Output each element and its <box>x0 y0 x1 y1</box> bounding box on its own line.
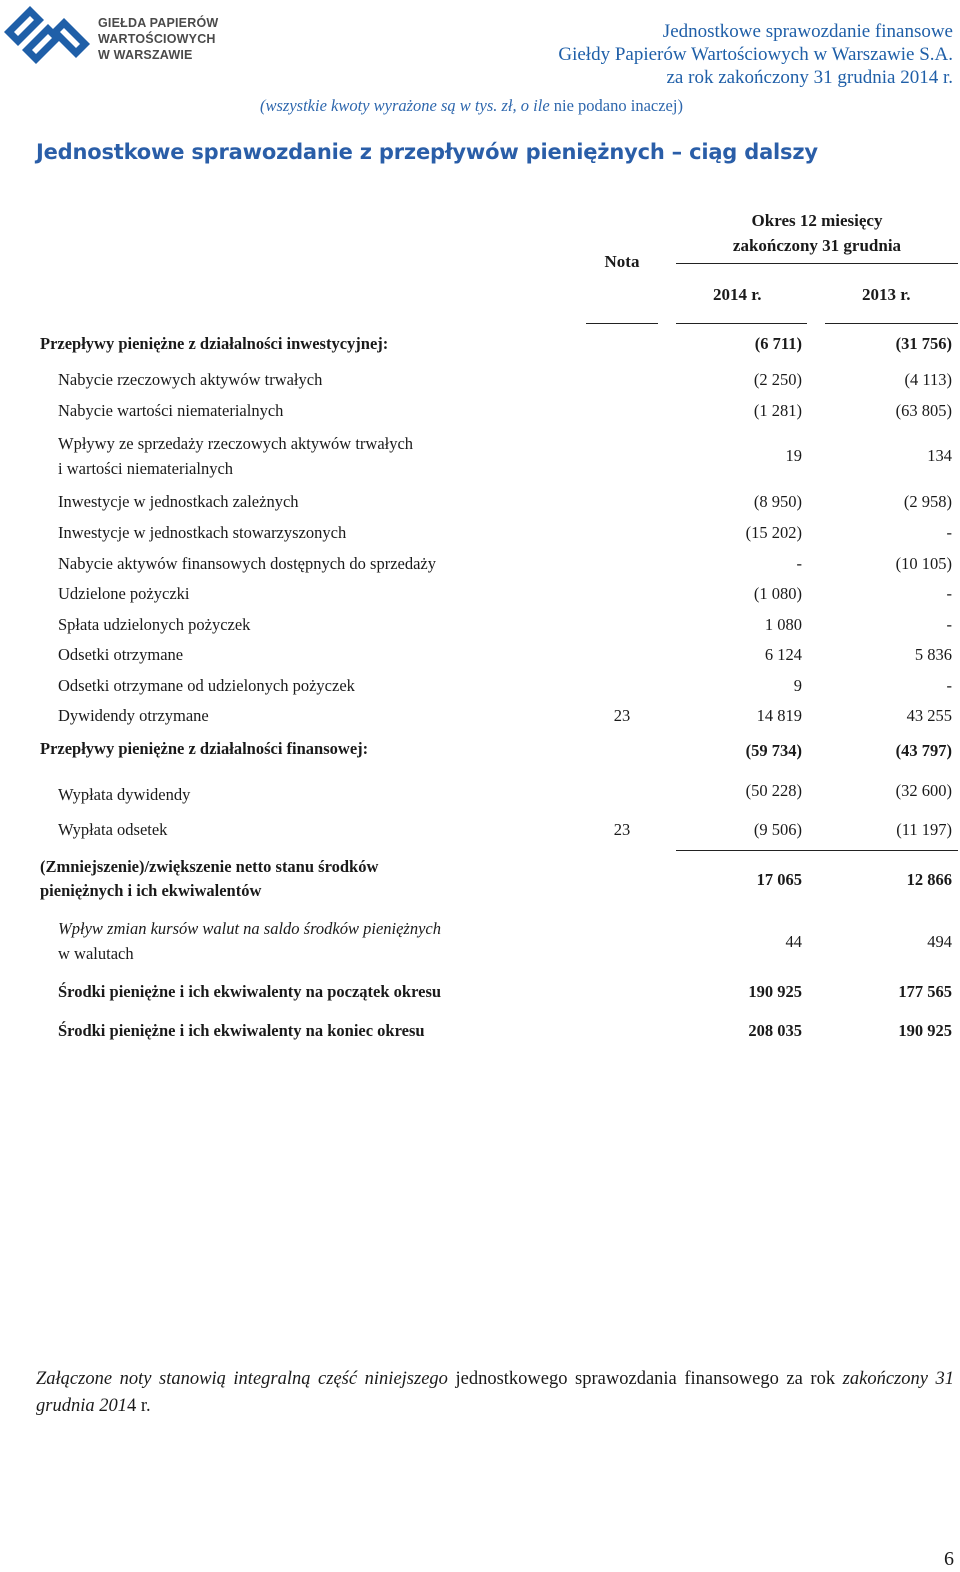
row-label: Nabycie rzeczowych aktywów trwałych <box>58 370 323 389</box>
value-2013: (32 600) <box>895 781 952 800</box>
value-2013: 177 565 <box>898 982 952 1001</box>
nota-column-header: Nota <box>604 252 640 271</box>
section-title: Jednostkowe sprawozdanie z przepływów pieniężnych – ciąg dalszy <box>36 140 818 164</box>
logo-line-2: WARTOŚCIOWYCH <box>98 32 216 46</box>
row-label: Wypłata odsetek <box>58 820 168 839</box>
value-2014: 44 <box>785 932 802 951</box>
footer-note-plain: jednostkowego sprawozdania finansowego za rok <box>447 1369 836 1389</box>
doc-title-line-2: Giełdy Papierów Wartościowych w Warszawie S.A. <box>558 44 953 65</box>
value-2014: 19 <box>785 446 802 465</box>
year-2014-rule <box>676 323 807 324</box>
amounts-note-plain: nie podano inaczej) <box>549 96 683 115</box>
period-header-line-2: zakończony 31 grudnia <box>732 236 902 255</box>
period-header-rule <box>676 263 958 264</box>
value-2013: (4 113) <box>904 370 952 389</box>
row-label-line-2: w walutach <box>58 944 134 963</box>
footer-note-italic: Załączone noty stanowią integralną część niniejszego <box>36 1369 448 1389</box>
row-label: Odsetki otrzymane od udzielonych pożyczek <box>58 676 355 695</box>
value-2013: 5 836 <box>914 645 952 664</box>
row-label: (Zmniejszenie)/zwiększenie netto stanu środków <box>40 857 379 876</box>
value-2014: 1 080 <box>764 615 802 634</box>
value-2013: (43 797) <box>895 741 952 760</box>
value-2013: 12 866 <box>906 870 952 889</box>
row-label-line-2: pieniężnych i ich ekwiwalentów <box>40 881 262 900</box>
value-2014: (50 228) <box>745 781 802 800</box>
nota-ref: 23 <box>613 706 631 725</box>
row-label: Spłata udzielonych pożyczek <box>58 615 251 634</box>
row-label: Nabycie aktywów finansowych dostępnych do sprzedaży <box>58 554 437 573</box>
value-2013: - <box>946 584 952 603</box>
value-2013: - <box>946 676 952 695</box>
table-row <box>0 332 960 356</box>
value-2013: - <box>946 523 952 542</box>
value-2014: (8 950) <box>753 492 802 511</box>
row-label: Przepływy pieniężne z działalności finansowej: <box>40 739 369 758</box>
value-2013: (63 805) <box>895 401 952 420</box>
footer-note-italic-2: zakończony 31 grudnia 201 <box>36 1369 955 1416</box>
logo-line-3: W WARSZAWIE <box>98 48 193 62</box>
row-label: Odsetki otrzymane <box>58 645 184 664</box>
year-2013-rule <box>825 323 958 324</box>
document-header-title <box>558 20 953 89</box>
value-2014: 14 819 <box>756 706 802 725</box>
value-2014: (1 281) <box>753 401 802 420</box>
logo-line-1: GIEŁDA PAPIERÓW <box>98 16 219 30</box>
doc-title-line-3: za rok zakończony 31 grudnia 2014 r. <box>666 67 953 88</box>
value-2014: 17 065 <box>756 870 802 889</box>
value-2013: (31 756) <box>895 334 952 353</box>
row-label: Inwestycje w jednostkach stowarzyszonych <box>58 523 347 542</box>
page-number: 6 <box>944 1548 954 1570</box>
value-2014: (1 080) <box>753 584 802 603</box>
amounts-note <box>260 96 683 116</box>
value-2014: (2 250) <box>753 370 802 389</box>
row-label: Nabycie wartości niematerialnych <box>58 401 284 420</box>
value-2013: (11 197) <box>896 820 952 839</box>
value-2013: (2 958) <box>903 492 952 511</box>
period-header-line-1: Okres 12 miesięcy <box>751 211 883 230</box>
value-2013: - <box>946 615 952 634</box>
gpw-logo-mark-icon <box>0 2 96 72</box>
year-2013-header: 2013 r. <box>862 285 911 304</box>
amounts-note-italic: (wszystkie kwoty wyrażone są w tys. zł, o ile <box>260 96 550 115</box>
row-label: Udzielone pożyczki <box>58 584 190 603</box>
row-label: Wpływ zmian kursów walut na saldo środków pieniężnych <box>58 919 441 938</box>
row-label: Środki pieniężne i ich ekwiwalenty na początek okresu <box>58 982 442 1001</box>
row-label-line-2: i wartości niematerialnych <box>58 459 234 478</box>
doc-title-line-1: Jednostkowe sprawozdanie finansowe <box>662 21 953 42</box>
row-label: Inwestycje w jednostkach zależnych <box>58 492 299 511</box>
subtotal-rule <box>676 850 958 851</box>
value-2014: (9 506) <box>753 820 802 839</box>
value-2013: (10 105) <box>895 554 952 573</box>
value-2014: 208 035 <box>748 1021 802 1040</box>
value-2013: 134 <box>927 446 952 465</box>
value-2014: (15 202) <box>745 523 802 542</box>
value-2013: 190 925 <box>898 1021 952 1040</box>
row-label: Przepływy pieniężne z działalności inwestycyjnej: <box>40 334 389 353</box>
value-2013: 494 <box>927 932 952 951</box>
nota-column-rule <box>586 323 658 324</box>
nota-ref: 23 <box>613 820 631 839</box>
logo-wordmark <box>98 15 218 63</box>
value-2014: (59 734) <box>745 741 802 760</box>
footer-note <box>36 1366 954 1420</box>
gpw-logo <box>0 2 240 72</box>
row-label: Środki pieniężne i ich ekwiwalenty na koniec okresu <box>58 1021 425 1040</box>
value-2014: (6 711) <box>754 334 802 353</box>
value-2014: - <box>796 554 802 573</box>
row-label: Wypłata dywidendy <box>58 785 191 804</box>
value-2014: 6 124 <box>764 645 802 664</box>
period-header <box>676 208 958 258</box>
row-label: Wpływy ze sprzedaży rzeczowych aktywów trwałych <box>58 434 414 453</box>
row-label: Dywidendy otrzymane <box>58 706 209 725</box>
footer-note-plain-2: 4 r. <box>126 1396 151 1416</box>
value-2014: 9 <box>793 676 802 695</box>
value-2014: 190 925 <box>748 982 802 1001</box>
value-2013: 43 255 <box>906 706 952 725</box>
year-2014-header: 2014 r. <box>713 285 762 304</box>
